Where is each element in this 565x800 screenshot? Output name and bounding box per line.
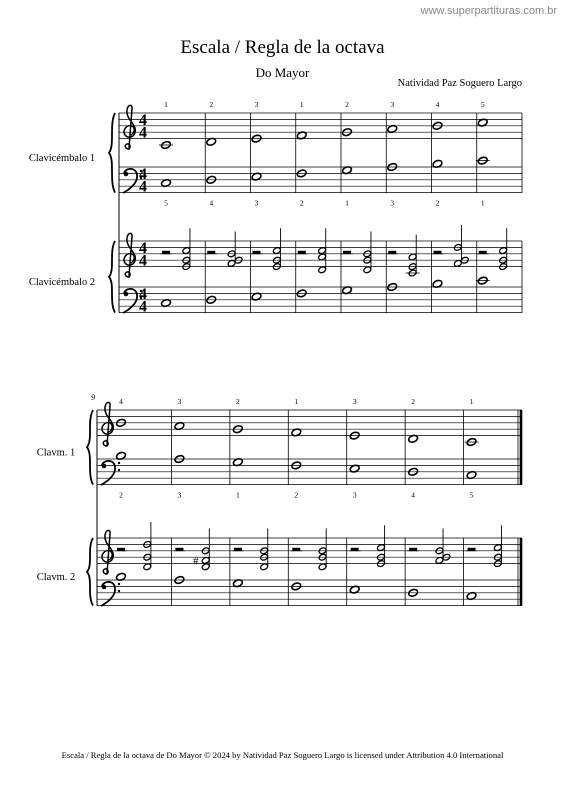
fingering-number: 3 — [390, 198, 395, 208]
time-signature-numerator: 4 — [139, 285, 147, 303]
site-url: www.superpartituras.com.br — [420, 5, 557, 17]
fingering-number: 3 — [177, 397, 182, 406]
bass-clef-dot — [124, 292, 129, 297]
half-rest-icon — [479, 251, 487, 254]
fingering-number: 3 — [390, 100, 395, 109]
instrument-label: Clavicémbalo 2 — [28, 276, 96, 288]
fingering-number: 1 — [480, 198, 485, 208]
half-rest-icon — [298, 251, 306, 254]
bass-clef-dot — [124, 172, 129, 177]
treble-clef-icon — [124, 105, 135, 149]
half-rest-icon — [388, 251, 396, 254]
treble-clef-icon — [124, 233, 135, 277]
half-note — [201, 563, 210, 571]
sharp-accidental: # — [192, 555, 199, 568]
half-note — [260, 563, 269, 571]
time-signature-denominator: 4 — [139, 252, 147, 270]
half-rest-icon — [343, 251, 351, 254]
time-signature-numerator: 4 — [139, 239, 147, 257]
bass-clef-icon — [101, 582, 120, 606]
fingering-number: 1 — [345, 198, 349, 208]
fingering-number: 4 — [435, 100, 440, 109]
fingering-number: 1 — [299, 100, 304, 109]
composer-credit: Natividad Paz Soguero Largo — [397, 78, 522, 89]
half-note — [408, 253, 417, 261]
fingering-number: 2 — [294, 490, 299, 500]
fingering-number: 3 — [352, 490, 357, 500]
fingering-number: 3 — [254, 198, 259, 208]
fingering-number: 2 — [209, 100, 214, 109]
score-subtitle: Do Mayor — [255, 65, 310, 80]
bass-clef-icon — [101, 461, 120, 485]
fingering-number: 2 — [345, 100, 349, 109]
fingering-number: 2 — [411, 397, 416, 406]
bass-clef-dot — [118, 462, 120, 464]
half-rest-icon — [117, 548, 125, 551]
half-note — [363, 266, 372, 274]
bass-clef-dot — [102, 585, 107, 590]
fingering-number: 2 — [299, 198, 304, 208]
fingering-number: 1 — [164, 100, 168, 109]
fingering-number: 2 — [119, 490, 123, 500]
half-rest-icon — [253, 251, 261, 254]
half-rest-icon — [175, 548, 183, 551]
half-note — [377, 544, 386, 552]
half-note — [318, 247, 327, 255]
fingering-number: 3 — [177, 490, 182, 500]
brace-icon — [109, 113, 115, 193]
half-rest-icon — [162, 251, 170, 254]
treble-clef-stroke — [124, 105, 135, 149]
fingering-number: 5 — [480, 100, 485, 109]
treble-clef-icon — [102, 402, 113, 446]
treble-clef-stroke — [102, 402, 113, 446]
fingering-number: 2 — [435, 198, 440, 208]
brace-icon — [109, 241, 115, 313]
half-note — [318, 253, 327, 261]
fingering-number: 2 — [235, 397, 240, 406]
half-note — [493, 544, 502, 552]
half-rest-icon — [234, 548, 242, 551]
instrument-label: Clavm. 1 — [36, 447, 76, 459]
treble-clef-stroke — [102, 530, 113, 574]
measure-number: 9 — [91, 393, 95, 402]
bass-clef-dot — [118, 583, 120, 585]
fingering-number: 1 — [294, 397, 299, 406]
half-rest-icon — [468, 548, 476, 551]
fingering-number: 4 — [209, 198, 214, 208]
fingering-number: 4 — [411, 490, 416, 500]
brace-icon — [87, 538, 93, 606]
fingering-number: 1 — [469, 397, 474, 406]
time-signature-denominator: 4 — [139, 298, 147, 316]
fingering-number: 1 — [235, 490, 240, 500]
half-rest-icon — [207, 251, 215, 254]
time-signature-numerator: 4 — [139, 111, 147, 129]
score-title: Escala / Regla de la octava — [180, 37, 385, 58]
instrument-label: Clavicémbalo 1 — [28, 152, 96, 164]
instrument-label: Clavm. 2 — [36, 571, 76, 583]
fingering-number: 4 — [119, 397, 123, 406]
half-rest-icon — [434, 251, 442, 254]
bass-clef-dot — [118, 590, 120, 592]
fingering-number: 3 — [352, 397, 357, 406]
bass-clef-dot — [118, 469, 120, 471]
bass-clef-dot — [102, 464, 107, 469]
half-rest-icon — [292, 548, 300, 551]
fingering-number: 3 — [254, 100, 259, 109]
treble-clef-stroke — [124, 233, 135, 277]
half-rest-icon — [351, 548, 359, 551]
treble-clef-icon — [102, 530, 113, 574]
half-note — [182, 247, 191, 255]
fingering-number: 5 — [164, 198, 168, 208]
license-footer: Escala / Regla de la octava de Do Mayor © 2024 by Natividad Paz Soguero Largo is licensed under Attribution 4.0 International — [61, 750, 504, 760]
time-signature-denominator: 4 — [139, 124, 147, 142]
fingering-number: 5 — [469, 490, 474, 500]
half-note — [201, 556, 210, 564]
half-note — [143, 563, 152, 571]
time-signature-numerator: 4 — [139, 165, 147, 183]
half-note — [499, 247, 508, 255]
time-signature-denominator: 4 — [139, 178, 147, 196]
half-note — [318, 266, 327, 274]
half-note — [272, 247, 281, 255]
half-note — [318, 563, 327, 571]
brace-icon — [87, 410, 93, 485]
half-rest-icon — [409, 548, 417, 551]
